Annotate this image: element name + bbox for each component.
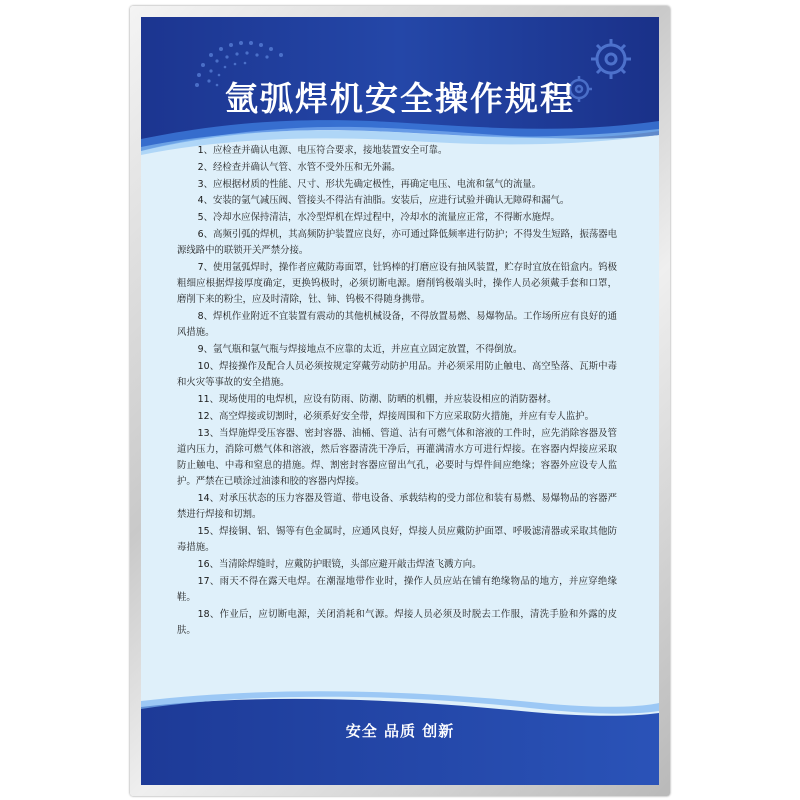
poster-title: 氩弧焊机安全操作规程 [225,79,575,118]
rule-item: 7、使用氩弧焊时，操作者应戴防毒面罩，钍钨棒的打磨应设有抽风装置，贮存时宜放在铅盒内。钨极粗细应根据焊接厚度确定，更换钨极时，必须切断电源。磨削钨极端头时，操作人员必须戴手套和口罩，磨削下来的粉尘，应及时清除，钍、铈、钨极不得随身携带。 [177,261,617,306]
rule-item: 13、当焊施焊受压容器、密封容器、油桶、管道、沾有可燃气体和溶液的工件时，应先消除容器及管道内压力，消除可燃气体和溶液，然后容器清洗干净后，再灌满清水方可进行焊接。在容器内焊接应采取防止触电、中毒和窒息的措施。焊、割密封容器应留出气孔，必要时与焊件间应绝缘；容器外应设专人监护。严禁在已喷涂过油漆和胶的容器内焊接。 [177,427,617,488]
rule-item: 9、氩气瓶和氩气瓶与焊接地点不应靠的太近，并应直立固定放置，不得倒放。 [197,344,523,356]
rule-item: 4、安装的氩气减压阀、管接头不得沾有油脂。安装后，应进行试验并确认无障碍和漏气。 [197,195,570,207]
rule-item: 10、焊接操作及配合人员必须按规定穿戴劳动防护用品。并必须采用防止触电、高空坠落、瓦斯中毒和火灾等事故的安全措施。 [177,360,617,389]
rule-item: 18、作业后，应切断电源，关闭消耗和气源。焊接人员必须及时脱去工作服，清洗手脸和外露的皮肤。 [177,608,617,636]
rule-item: 1、应检查并确认电源、电压符合要求，接地装置安全可靠。 [197,145,448,156]
footer-slogan: 安全 品质 创新 [345,722,455,740]
rule-item: 15、焊接铜、铝、锡等有色金属时，应通风良好，焊接人员应戴防护面罩、呼吸滤清器或采取其他防毒措施。 [177,525,617,554]
rule-item: 6、高频引弧的焊机，其高频防护装置应良好，亦可通过降低频率进行防护；不得发生短路，振荡器电源线路中的联锁开关严禁分接。 [177,228,617,257]
rule-item: 8、焊机作业附近不宜装置有震动的其他机械设备，不得放置易燃、易爆物品。工作场所应有良好的通风措施。 [177,311,617,339]
safety-poster [141,17,659,785]
rule-item: 3、应根据材质的性能、尺寸、形状先确定极性，再确定电压、电流和氩气的流量。 [197,178,542,190]
rule-item: 16、当清除焊缝时，应戴防护眼镜，头部应避开敲击焊渣飞溅方向。 [197,558,482,570]
rules-list [177,143,617,640]
rule-item: 17、雨天不得在露天电焊。在潮湿地带作业时，操作人员应站在铺有绝缘物品的地方，并应穿绝缘鞋。 [177,575,617,603]
rule-item: 2、经检查并确认气管、水管不受外压和无外漏。 [197,161,401,173]
rule-item: 14、对承压状态的压力容器及管道、带电设备、承载结构的受力部位和装有易燃、易爆物品的容器严禁进行焊接和切割。 [177,492,617,521]
rule-item: 5、冷却水应保持清洁，水冷型焊机在焊过程中，冷却水的流量应正常，不得断水施焊。 [197,212,560,224]
rule-item: 12、高空焊接或切割时，必须系好安全带，焊接周围和下方应采取防火措施，并应有专人监护。 [197,410,594,422]
rule-item: 11、现场使用的电焊机，应设有防雨、防潮、防晒的机棚，并应装设相应的消防器材。 [197,393,557,405]
